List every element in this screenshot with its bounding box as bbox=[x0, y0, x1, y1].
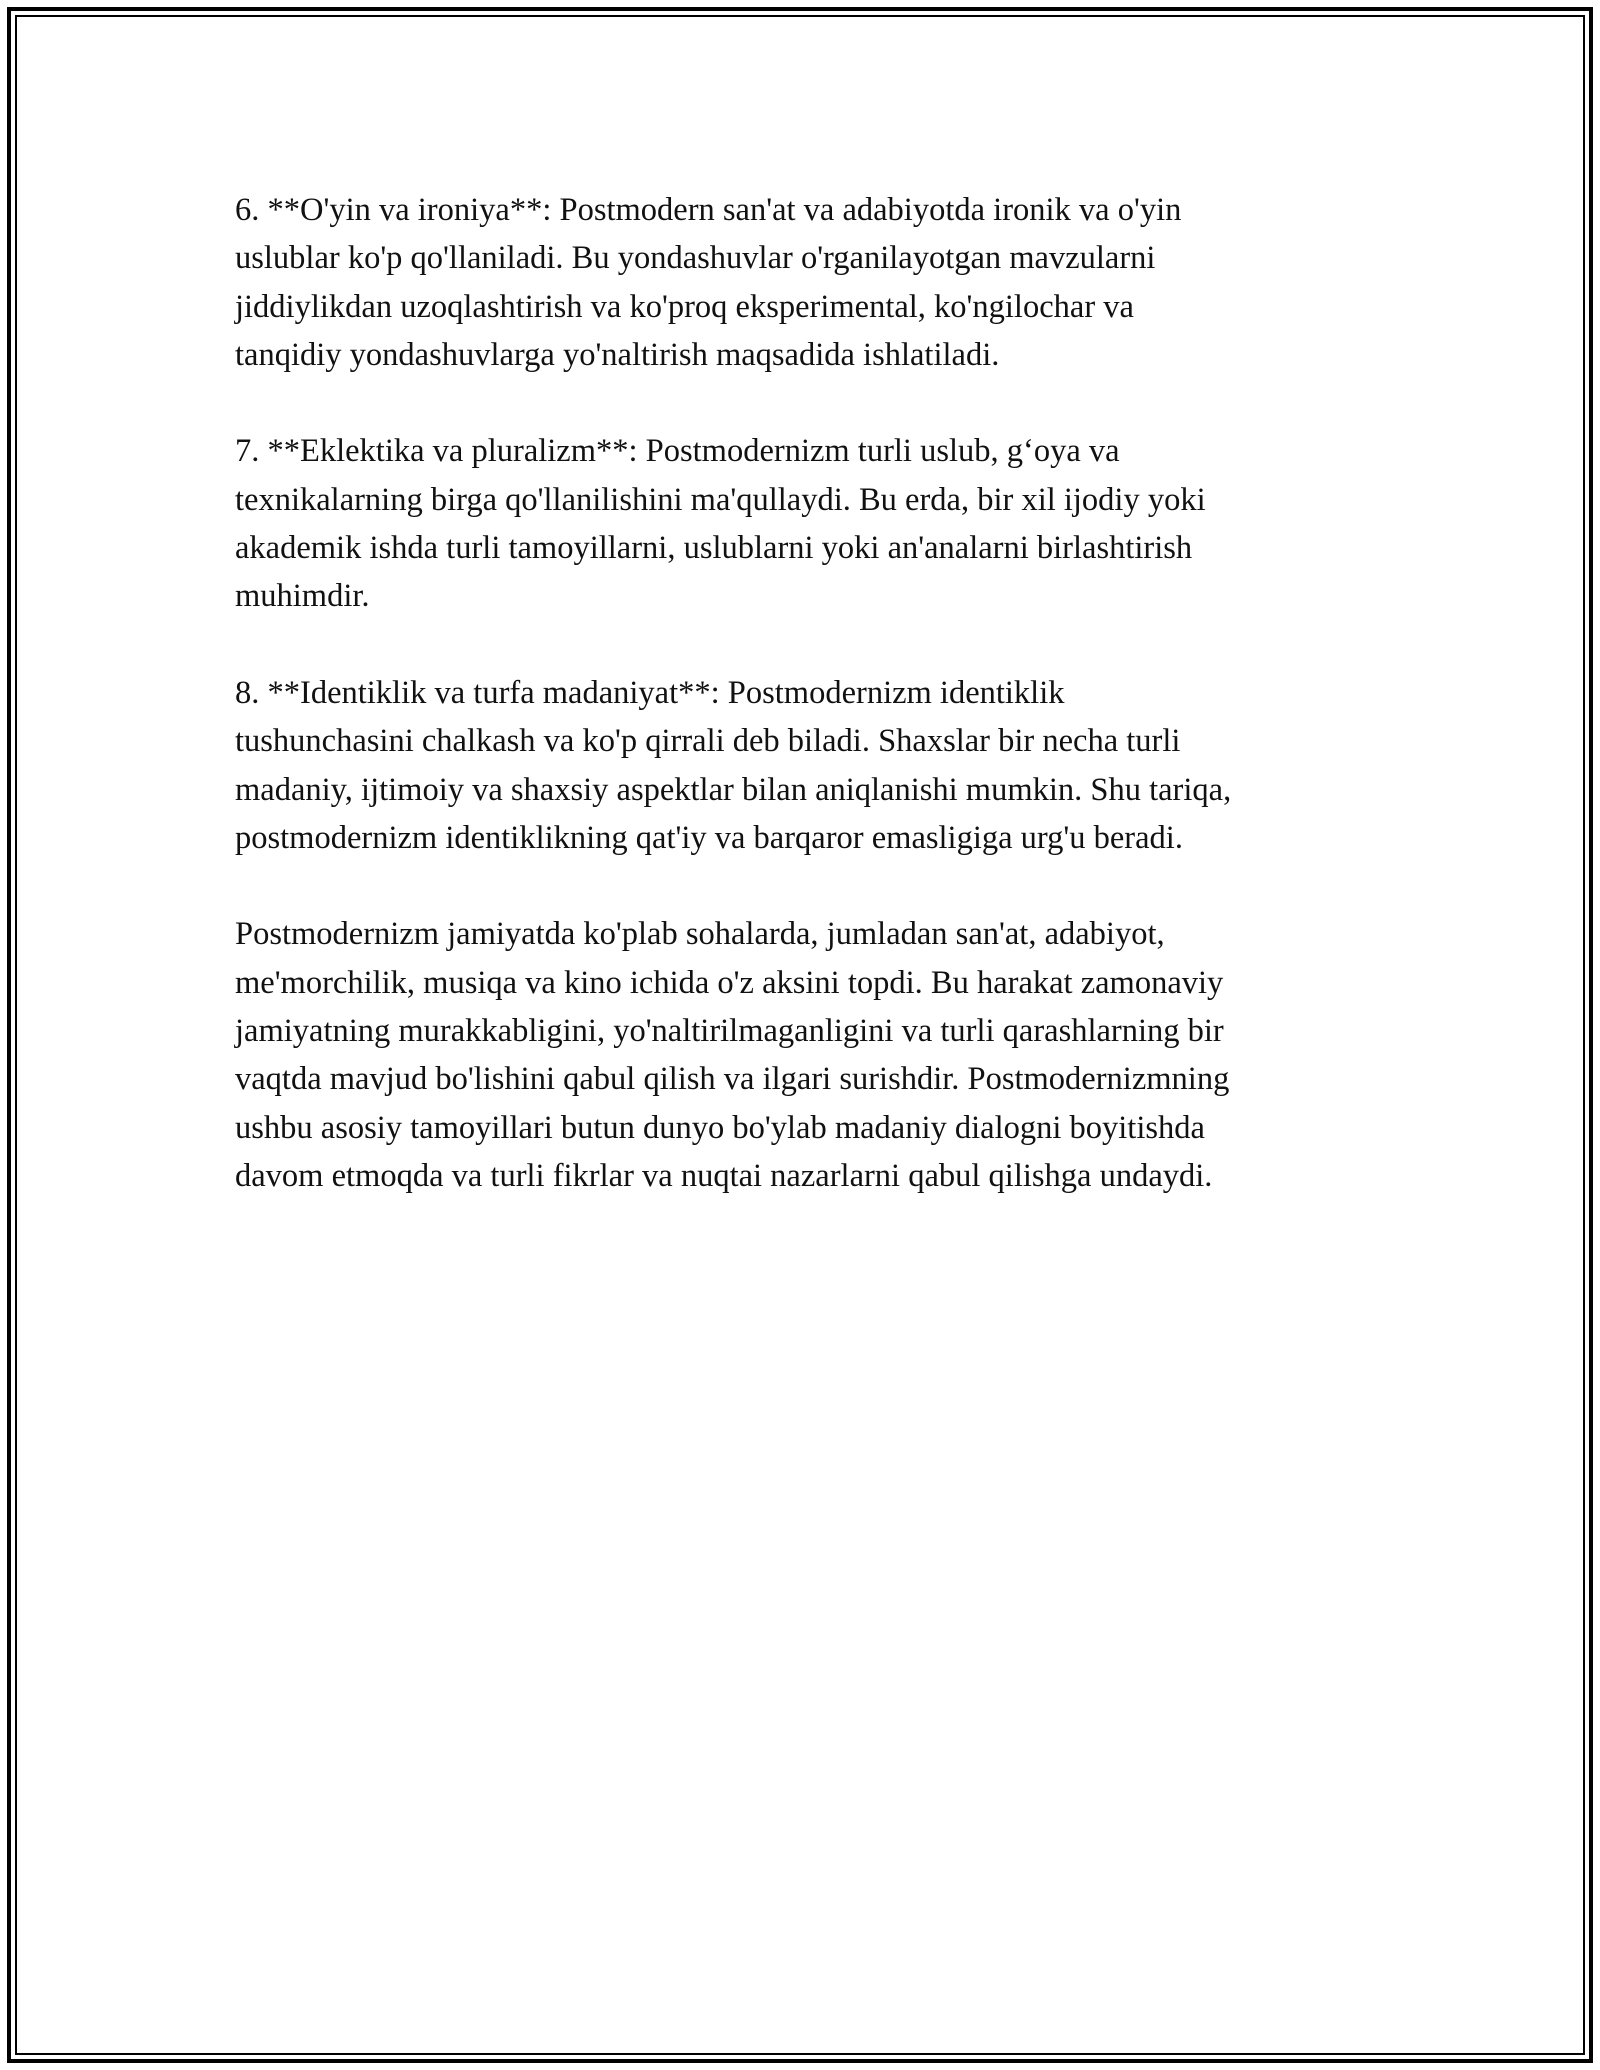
paragraph-item-7: 7. **Eklektika va pluralizm**: Postmodernizm turli uslub, g‘oya va texnikalarning birga qo'llanilishini ma'qullaydi. Bu erda, bir xil ijodiy yoki akademik ishda turli tamoyillarni, uslublarni yoki an'analarni birlashtirish muhimdir. bbox=[235, 433, 1206, 615]
paragraph-item-8: 8. **Identiklik va turfa madaniyat**: Postmodernizm identiklik tushunchasini chalkash va ko'p qirrali deb biladi. Shaxslar bir necha turli madaniy, ijtimoiy va shaxsiy aspektlar bilan aniqlanishi mumkin. Shu tariqa, postmodernizm identiklikning qat'iy va barqaror emasligiga urg'u beradi. bbox=[235, 674, 1232, 856]
paragraph-item-6: 6. **O'yin va ironiya**: Postmodern san'at va adabiyotda ironik va o'yin uslublar ko'p qo'llaniladi. Bu yondashuvlar o'rganilayotgan mavzularni jiddiylikdan uzoqlashtirish va ko'proq eksperimental, ko'ngilochar va tanqidiy yondashuvlarga yo'naltirish maqsadida ishlatiladi. bbox=[235, 192, 1182, 373]
document-body bbox=[235, 186, 1395, 1200]
paragraph-conclusion: Postmodernizm jamiyatda ko'plab sohalarda, jumladan san'at, adabiyot, me'morchilik, musiqa va kino ichida o'z aksini topdi. Bu harakat zamonaviy jamiyatning murakkabligini, yo'naltirilmaganligini va turli qarashlarning bir vaqtda mavjud bo'lishini qabul qilish va ilgari surishdir. Postmodernizmning ushbu asosiy tamoyillari butun dunyo bo'ylab madaniy dialogni boyitishda davom etmoqda va turli fikrlar va nuqtai nazarlarni qabul qilishga undaydi. bbox=[235, 916, 1230, 1194]
